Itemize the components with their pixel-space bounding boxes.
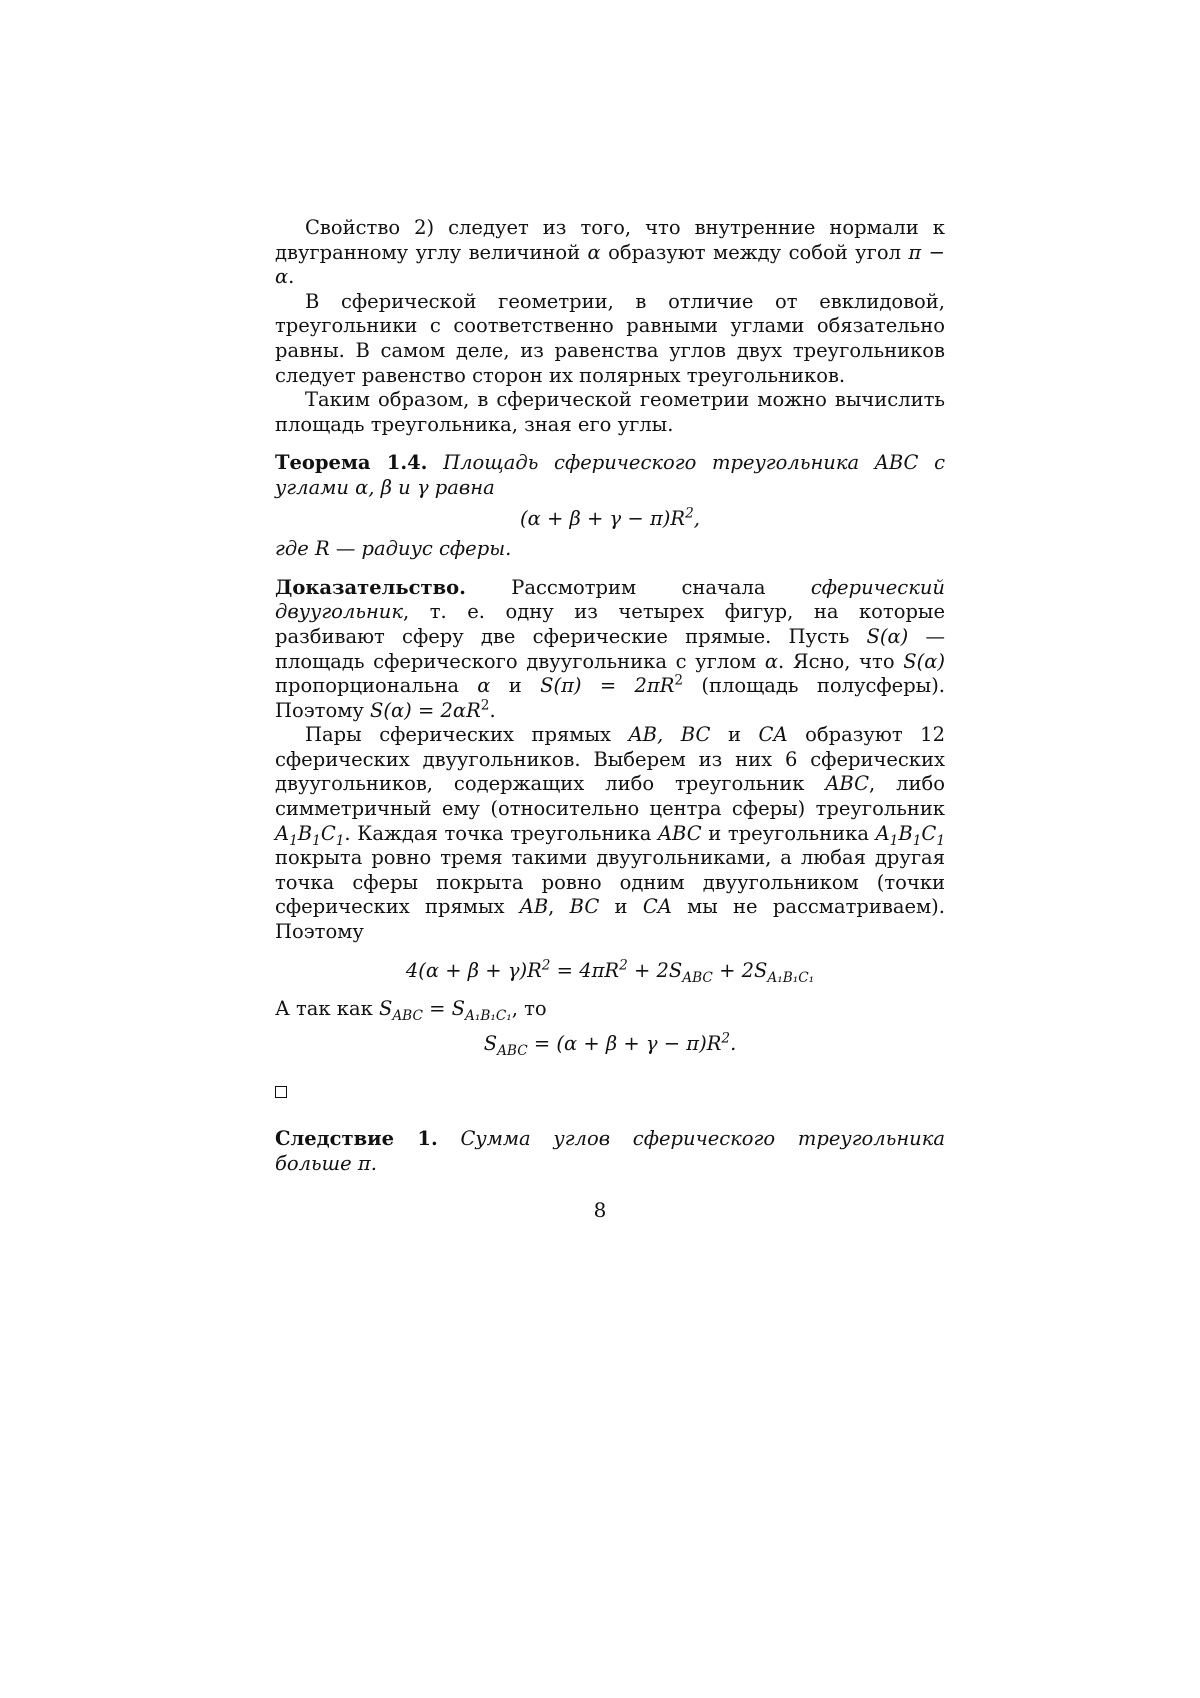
- math: A: [275, 822, 289, 845]
- text: А так как: [275, 997, 379, 1020]
- text: Пары сферических прямых: [305, 723, 629, 746]
- text: Свойство 2) следует из того, что внутренние нормали к двугранному углу величиной: [275, 216, 945, 264]
- text: .: [371, 1152, 377, 1175]
- page-number: 8: [0, 1198, 1200, 1222]
- math: = S: [423, 997, 465, 1020]
- superscript: 2: [685, 505, 694, 521]
- text: пропорциональна: [275, 674, 477, 697]
- subscript: 1: [936, 833, 945, 849]
- text: — площадь сферического двуугольника с углом: [275, 625, 945, 673]
- math: B: [898, 822, 912, 845]
- text: .: [489, 699, 495, 722]
- math-a1b1c1: [876, 822, 945, 845]
- text: и: [490, 674, 540, 697]
- text: , т. е. одну из четырех фигур, на которые разбивают сферу две сферические прямые. Пусть: [275, 600, 945, 648]
- math: AB, BC: [629, 723, 711, 746]
- paragraph-spherical-geometry: В сферической геометрии, в отличие от евклидовой, треугольники с соответственно равными углами обязательно равны. В самом деле, из равенства углов двух треугольников следует равенство сторон их полярных треугольников.: [275, 290, 945, 388]
- math: S: [379, 997, 392, 1020]
- qed-symbol: [275, 1080, 945, 1105]
- term: сферический двуугольник: [275, 576, 945, 624]
- superscript: 2: [674, 673, 683, 689]
- text: покрыта ровно тремя такими двуугольниками, а любая другая точка сферы покрыта ровно одним двуугольником (точки сферических прямых: [275, 846, 945, 918]
- math: π − α: [275, 241, 945, 289]
- math: CA: [643, 895, 672, 918]
- subscript: 1: [312, 833, 321, 849]
- math-a1b1c1: [275, 822, 344, 845]
- text: , то: [512, 997, 547, 1020]
- text: . Ясно, что: [778, 650, 903, 673]
- paragraph-lunes: [275, 723, 945, 944]
- math: S(α) = 2αR: [370, 699, 481, 722]
- subscript: 1: [890, 833, 899, 849]
- text: , либо симметричный ему (относительно центра сферы) треугольник: [275, 772, 945, 820]
- text: Рассмотрим сначала: [466, 576, 811, 599]
- text: ,: [694, 507, 700, 530]
- text: ,: [548, 895, 569, 918]
- equation-lune-sum: [275, 959, 945, 984]
- math: CA: [759, 723, 788, 746]
- subscript: 1: [336, 833, 345, 849]
- math: ABC: [658, 822, 702, 845]
- math: α: [477, 674, 490, 697]
- text: образуют 12 сферических двуугольников. Выберем из них 6 сферических двуугольников, содержащих либо треугольник: [275, 723, 945, 795]
- subscript: 1: [913, 833, 922, 849]
- theorem-1-4: [275, 451, 945, 500]
- math: + 2S: [628, 959, 683, 982]
- subscript: 1: [289, 833, 298, 849]
- text: образуют между собой угол: [601, 241, 909, 264]
- text: (площадь полусферы). Поэтому: [275, 674, 945, 722]
- math: B: [298, 822, 312, 845]
- subscript: A₁B₁C₁: [465, 1008, 512, 1024]
- math: = (α + β + γ − π)R: [528, 1032, 722, 1055]
- qed-box-icon: [275, 1086, 287, 1098]
- text: равна: [429, 476, 495, 499]
- math: ABC: [875, 451, 919, 474]
- math: .: [730, 1032, 736, 1055]
- corollary-1: [275, 1127, 945, 1176]
- math: (α + β + γ − π)R: [520, 507, 685, 530]
- text: . Каждая точка треугольника: [344, 822, 658, 845]
- text: .: [288, 265, 294, 288]
- equation-area-result: [275, 1032, 945, 1057]
- theorem-formula: [275, 507, 945, 532]
- theorem-radius-note: [275, 537, 945, 562]
- text: мы не рассматриваем). Поэтому: [275, 895, 945, 943]
- theorem-label: Теорема 1.4.: [275, 451, 427, 474]
- text: — радиус сферы.: [330, 537, 512, 560]
- math: = 4πR: [550, 959, 619, 982]
- page-body: [275, 216, 945, 1176]
- text: где: [275, 537, 315, 560]
- text: с углами: [275, 451, 945, 499]
- math: α: [765, 650, 778, 673]
- subscript: ABC: [497, 1043, 528, 1059]
- math: S: [484, 1032, 497, 1055]
- subscript: ABC: [682, 970, 713, 986]
- math: S(π) = 2πR: [540, 674, 674, 697]
- text: и: [599, 895, 643, 918]
- proof-paragraph: [275, 576, 945, 724]
- math: 4(α + β + γ)R: [406, 959, 542, 982]
- paragraph-since: [275, 997, 945, 1022]
- math: S(α): [867, 625, 909, 648]
- math: π: [358, 1152, 371, 1175]
- paragraph-property-2: [275, 216, 945, 290]
- math: AB: [520, 895, 548, 918]
- text: и: [710, 723, 758, 746]
- superscript: 2: [481, 697, 490, 713]
- math: A: [876, 822, 890, 845]
- superscript: 2: [542, 957, 551, 973]
- math: C: [321, 822, 336, 845]
- text: и треугольника: [702, 822, 876, 845]
- math: α, β: [355, 476, 392, 499]
- math: R: [315, 537, 330, 560]
- math: ABC: [825, 772, 869, 795]
- math: α: [588, 241, 601, 264]
- corollary-label: Следствие 1.: [275, 1127, 438, 1150]
- subscript: A₁B₁C₁: [767, 970, 814, 986]
- proof-label: Доказательство.: [275, 576, 466, 599]
- superscript: 2: [619, 957, 628, 973]
- text: Сумма углов сферического треугольника больше: [275, 1127, 945, 1175]
- text: и: [392, 476, 417, 499]
- text: Площадь сферического треугольника: [427, 451, 874, 474]
- math: γ: [417, 476, 429, 499]
- paragraph-area-by-angles: Таким образом, в сферической геометрии можно вычислить площадь треугольника, зная его углы.: [275, 388, 945, 437]
- superscript: 2: [721, 1030, 730, 1046]
- math: + 2S: [713, 959, 768, 982]
- math: BC: [570, 895, 600, 918]
- math: C: [921, 822, 936, 845]
- math: S(α): [903, 650, 945, 673]
- subscript: ABC: [392, 1008, 423, 1024]
